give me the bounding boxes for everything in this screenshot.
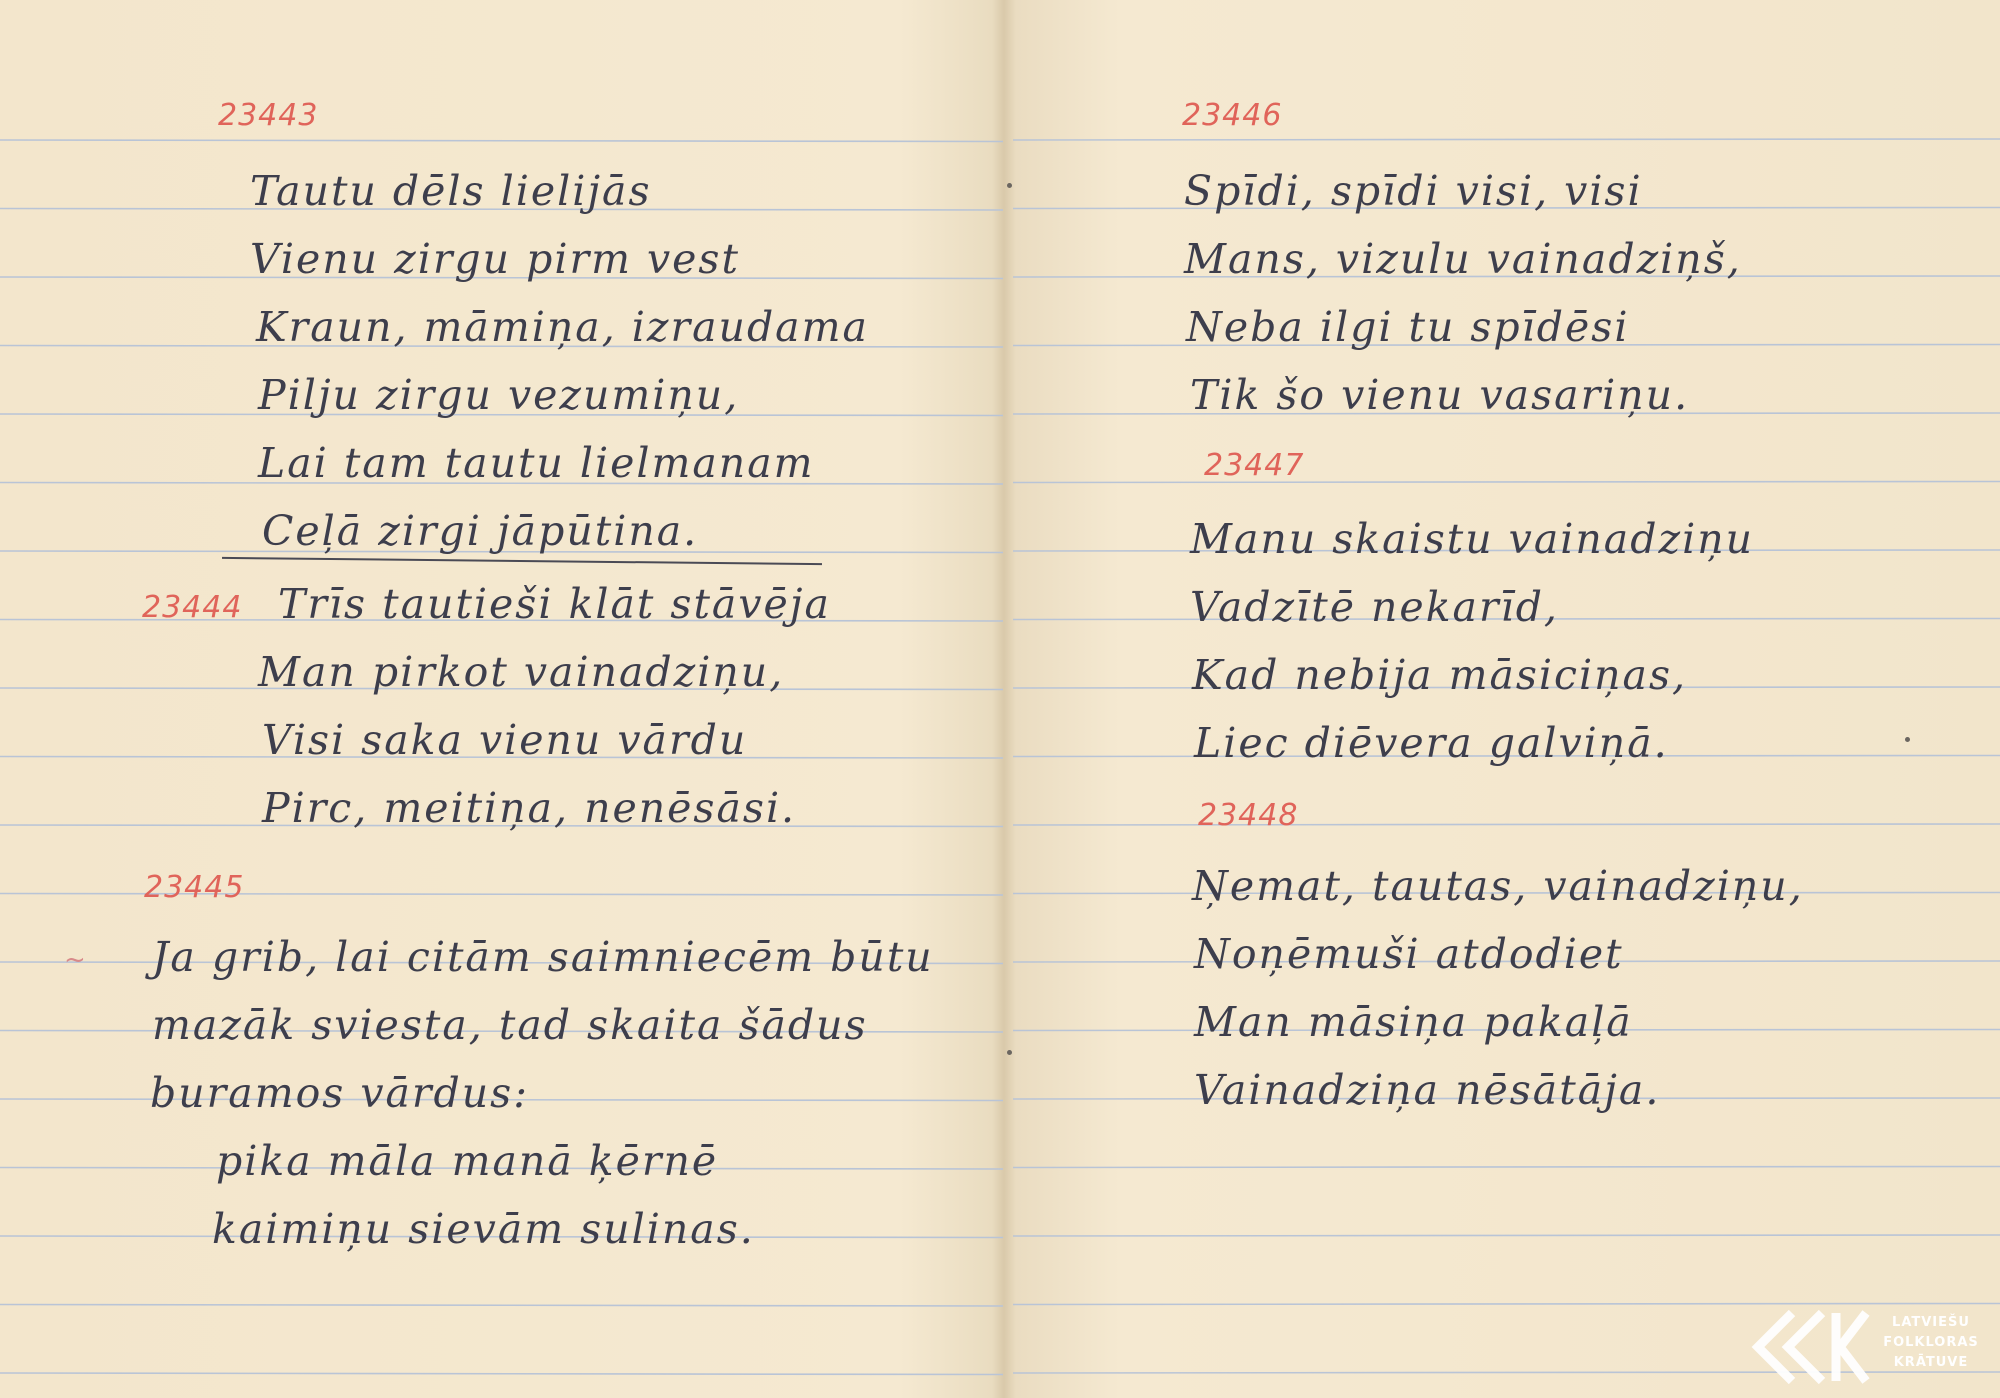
paper-speck [1905, 737, 1910, 742]
verse-line: Manu skaistu vainadziņu [1190, 515, 1755, 563]
entry-number: 23443 [218, 98, 319, 133]
verse-line: Neba ilgi tu spīdēsi [1186, 303, 1630, 351]
verse-line: Tautu dēls lielijās [250, 167, 652, 215]
verse-line: Tik šo vienu vasariņu. [1190, 371, 1690, 419]
archive-logo [1740, 1305, 1990, 1390]
logo-text [1872, 1313, 1990, 1373]
verse-line: Pilju zirgu vezumiņu, [258, 371, 740, 419]
verse-line: Ja grib, lai citām saimniecēm būtu [152, 933, 934, 981]
entry-divider [222, 557, 822, 565]
verse-line: Mans, vizulu vainadziņš, [1184, 235, 1742, 283]
entry-number: 23448 [1198, 798, 1299, 833]
verse-line: Spīdi, spīdi visi, visi [1184, 167, 1643, 215]
verse-line: Pirc, meitiņa, nenēsāsi. [262, 784, 797, 832]
entry-number: 23446 [1182, 98, 1283, 133]
verse-line: Vienu zirgu pirm vest [250, 235, 740, 283]
logo-line: LATVIEŠU [1892, 1315, 1970, 1330]
margin-mark: ~ [64, 945, 86, 975]
verse-line: kaimiņu sievām sulinas. [212, 1205, 755, 1253]
verse-line: Vainadziņa nēsātāja. [1194, 1066, 1661, 1114]
verse-line: Man pirkot vainadziņu, [258, 648, 785, 696]
verse-line: Visi saka vienu vārdu [262, 716, 748, 764]
verse-line: Liec diēvera galviņā. [1194, 719, 1669, 767]
entry-number: 23445 [144, 870, 245, 905]
verse-line: Noņēmuši atdodiet [1194, 930, 1624, 978]
verse-line: Kraun, māmiņa, izraudama [256, 303, 869, 351]
right-page [1010, 0, 2000, 1398]
verse-line: Lai tam tautu lielmanam [258, 439, 815, 487]
entry-number: 23444 [142, 590, 243, 625]
verse-line: Ņemat, tautas, vainadziņu, [1192, 862, 1804, 910]
verse-line: Trīs tautieši klāt stāvēja [278, 580, 831, 628]
entry-number: 23447 [1204, 448, 1305, 483]
logo-line: FOLKLORAS [1883, 1335, 1979, 1350]
verse-line: mazāk sviesta, tad skaita šādus [152, 1001, 868, 1049]
binding-hole [1007, 183, 1012, 188]
lfk-mark-icon [1740, 1305, 1870, 1390]
verse-line: Ceļā zirgi jāpūtina. [262, 507, 699, 555]
binding-hole [1007, 1050, 1012, 1055]
logo-line: KRĀTUVE [1893, 1355, 1969, 1370]
verse-line: Man māsiņa pakaļā [1194, 998, 1633, 1046]
verse-line: buramos vārdus: [150, 1069, 530, 1117]
verse-line: Kad nebija māsiciņas, [1192, 651, 1688, 699]
verse-line: pika māla manā ķērnē [216, 1137, 719, 1185]
verse-line: Vadzītē nekarīd, [1190, 583, 1559, 631]
